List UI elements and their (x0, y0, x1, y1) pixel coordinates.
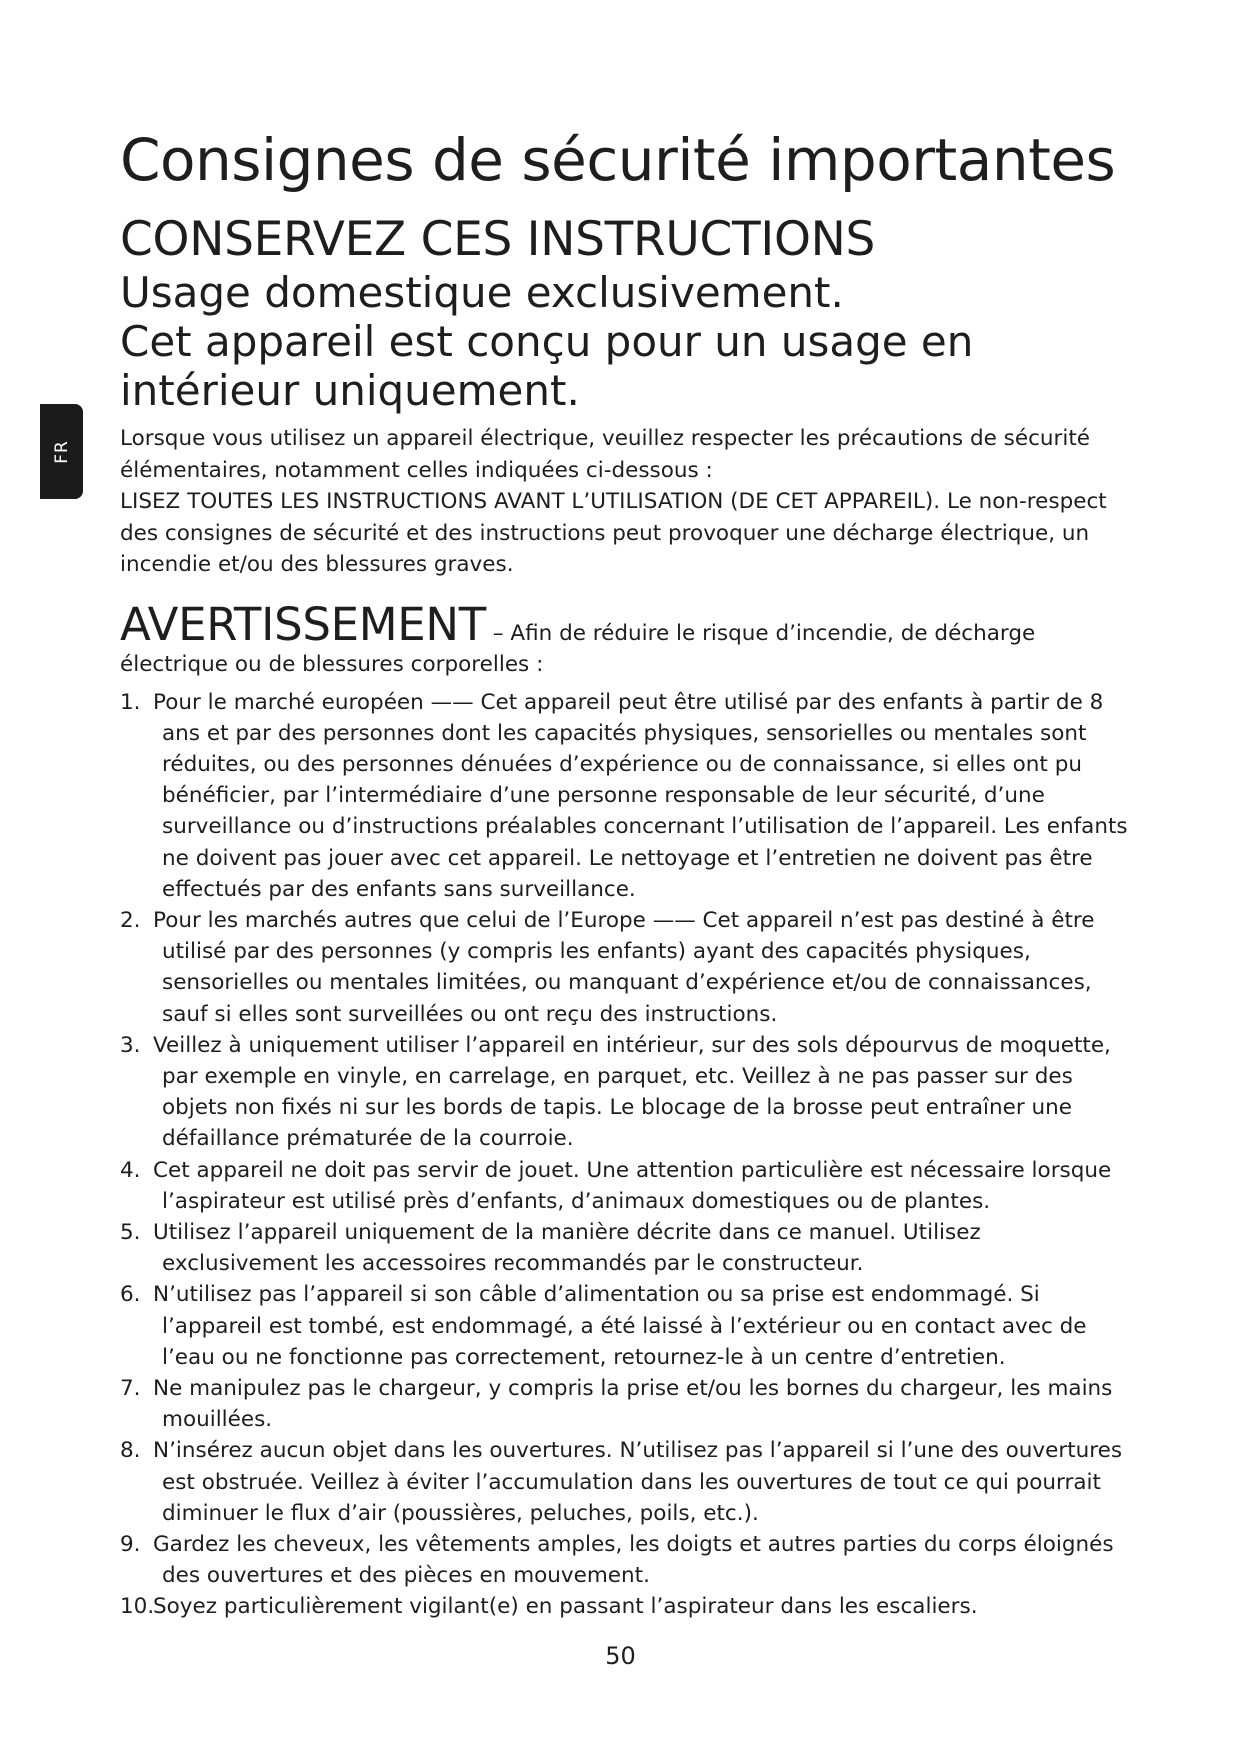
list-item-text: Veillez à uniquement utiliser l’appareil en intérieur, sur des sols dépourvus de moquette, par exemple en vinyle, en carrelage, en parquet, etc. Veillez à ne pas passer sur des objets non fixés ni sur les bords de tapis. Le blocage de la brosse peut entraîner une défaillance prématurée de la courroie. (153, 1032, 1111, 1152)
language-tab-label: FR (51, 439, 72, 464)
list-item (120, 1279, 1130, 1373)
list-item-number: 5. (120, 1219, 141, 1245)
list-item-number: 3. (120, 1032, 141, 1058)
list-item-text: N’insérez aucun objet dans les ouvertures. N’utilisez pas l’appareil si l’une des ouvertures est obstruée. Veillez à éviter l’accumulation dans les ouvertures de tout ce qui pourrait diminuer le flux d’air (poussières, peluches, poils, etc.). (153, 1438, 1123, 1526)
list-item-text: Gardez les cheveux, les vêtements amples, les doigts et autres parties du corps éloignés des ouvertures et des pièces en mouvement. (153, 1531, 1114, 1589)
intro-paragraph-2: LISEZ TOUTES LES INSTRUCTIONS AVANT L’UTILISATION (DE CET APPAREIL). Le non-respect des consignes de sécurité et des instructions peut provoquer une décharge électrique, un incendie et/ou des blessures graves. (120, 489, 1107, 577)
list-item-number: 9. (120, 1531, 141, 1557)
list-item-number: 8. (120, 1438, 141, 1464)
list-item-text: N’utilisez pas l’appareil si son câble d’alimentation ou sa prise est endommagé. Si l’appareil est tombé, est endommagé, a été laissé à l’extérieur ou en contact avec de l’eau ou ne fonctionne pas correctement, retournez-le à un centre d’entretien. (153, 1282, 1087, 1370)
list-item (120, 1030, 1130, 1155)
usage-line-2: Cet appareil est conçu pour un usage en intérieur uniquement. (120, 317, 974, 415)
list-item-text: Utilisez l’appareil uniquement de la manière décrite dans ce manuel. Utilisez exclusivement les accessoires recommandés par le constructeur. (153, 1219, 981, 1277)
page-title: Consignes de sécurité importantes (120, 126, 1116, 194)
list-item (120, 905, 1130, 1030)
list-item (120, 1373, 1130, 1435)
list-item (120, 1435, 1130, 1529)
list-item-number: 1. (120, 689, 141, 715)
list-item-number: 2. (120, 907, 141, 933)
list-item-text: Soyez particulièrement vigilant(e) en passant l’aspirateur dans les escaliers. (153, 1594, 978, 1620)
list-item (120, 687, 1130, 905)
usage-statement (120, 268, 1130, 415)
list-item-number: 6. (120, 1282, 141, 1308)
safety-list (120, 687, 1130, 1623)
page-number: 50 (605, 1642, 636, 1670)
list-item-text: Pour le marché européen —— Cet appareil peut être utilisé par des enfants à partir de 8 ans et par des personnes dont les capacités physiques, sensorielles ou mentales sont réduites, ou des personnes dénuées d’expérience ou de connaissance, si elles ont pu bénéficier, par l’intermédiaire d’une personne responsable de leur sécurité, d’une surveillance ou d’instructions préalables concernant l’utilisation de l’appareil. Les enfants ne doivent pas jouer avec cet appareil. Le nettoyage et l’entretien ne doivent pas être effectués par des enfants sans surveillance. (153, 689, 1128, 902)
warning-text: – Afin de réduire le risque d’incendie, de décharge électrique ou de blessures corporelles : (120, 620, 1036, 677)
language-tab (40, 404, 83, 499)
page-content (120, 118, 1130, 1623)
list-item-number: 7. (120, 1375, 141, 1401)
usage-line-1: Usage domestique exclusivement. (120, 268, 844, 317)
list-item (120, 1217, 1130, 1279)
warning-label: AVERTISSEMENT (120, 597, 486, 651)
intro-paragraph-1: Lorsque vous utilisez un appareil électrique, veuillez respecter les précautions de sécurité élémentaires, notamment celles indiquées ci-dessous : (120, 426, 1091, 483)
list-item-text: Cet appareil ne doit pas servir de jouet. Une attention particulière est nécessaire lorsque l’aspirateur est utilisé près d’enfants, d’animaux domestiques ou de plantes. (153, 1157, 1112, 1214)
warning-block (120, 597, 1130, 681)
list-item-text: Pour les marchés autres que celui de l’Europe —— Cet appareil n’est pas destiné à être utilisé par des personnes (y compris les enfants) ayant des capacités physiques, sensorielles ou mentales limitées, ou manquant d’expérience et/ou de connaissances, sauf si elles sont surveillées ou ont reçu des instructions. (153, 907, 1095, 1027)
list-item (120, 1591, 1130, 1622)
list-item-text: Ne manipulez pas le chargeur, y compris la prise et/ou les bornes du chargeur, les mains mouillées. (153, 1375, 1113, 1433)
list-item-number: 10. (120, 1594, 155, 1620)
list-item (120, 1155, 1130, 1217)
list-item-number: 4. (120, 1157, 141, 1183)
page-subtitle: CONSERVEZ CES INSTRUCTIONS (120, 212, 876, 267)
list-item (120, 1529, 1130, 1591)
